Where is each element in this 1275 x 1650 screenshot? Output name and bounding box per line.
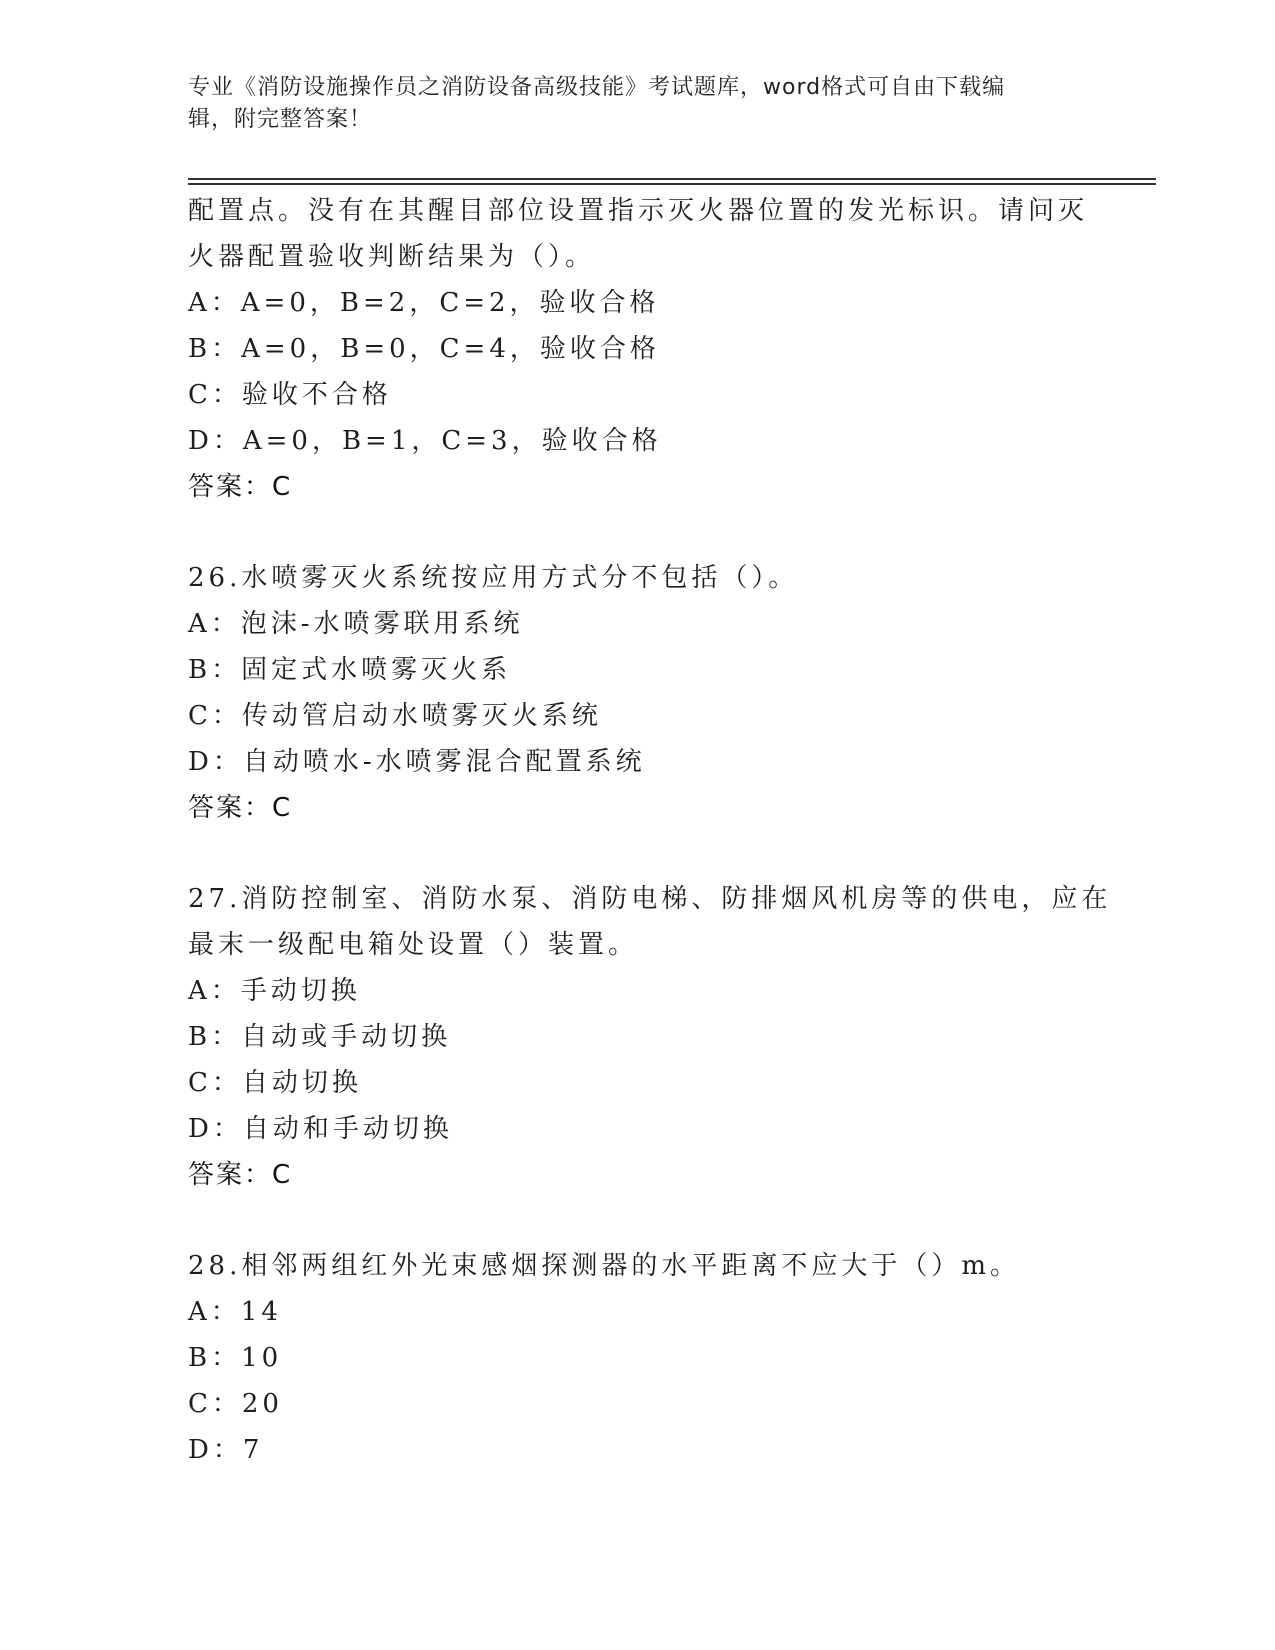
option-b: B：自动或手动切换 xyxy=(188,1022,452,1052)
question-27 xyxy=(188,876,1112,1198)
question-26 xyxy=(188,555,1088,831)
option-c: C：传动管启动水喷雾灭火系统 xyxy=(188,701,602,731)
question-28 xyxy=(188,1243,1088,1473)
option-a: A：手动切换 xyxy=(188,976,361,1006)
answer-line: 答案：C xyxy=(188,793,293,823)
question-text-line: 27.消防控制室、消防水泵、消防电梯、防排烟风机房等的供电，应在 xyxy=(188,884,1112,914)
option-d: D：自动和手动切换 xyxy=(188,1114,453,1144)
question-text-line: 火器配置验收判断结果为（）。 xyxy=(188,242,596,272)
option-a: A：A=0，B=2，C=2，验收合格 xyxy=(188,288,660,318)
option-d: D：7 xyxy=(188,1435,264,1465)
header-line-2: 辑，附完整答案！ xyxy=(188,107,373,132)
header-divider-top xyxy=(188,178,1156,180)
question-25-continuation xyxy=(188,188,1088,510)
option-b: B：10 xyxy=(188,1343,283,1373)
option-d: D：A=0，B=1，C=3，验收合格 xyxy=(188,426,662,456)
option-c: C：自动切换 xyxy=(188,1068,362,1098)
option-b: B：固定式水喷雾灭火系 xyxy=(188,655,512,685)
option-a: A：泡沫-水喷雾联用系统 xyxy=(188,609,524,639)
answer-line: 答案：C xyxy=(188,1160,293,1190)
question-text-line: 最末一级配电箱处设置（）装置。 xyxy=(188,930,639,960)
document-body xyxy=(188,188,1112,1473)
option-a: A：14 xyxy=(188,1297,282,1327)
header-line-1: 专业《消防设施操作员之消防设备高级技能》考试题库，word格式可自由下载编 xyxy=(188,75,1006,100)
question-text-line: 26.水喷雾灭火系统按应用方式分不包括（）。 xyxy=(188,563,799,593)
option-d: D：自动喷水-水喷雾混合配置系统 xyxy=(188,747,646,777)
question-text-line: 28.相邻两组红外光束感烟探测器的水平距离不应大于（）m。 xyxy=(188,1251,1021,1281)
option-b: B：A=0，B=0，C=4，验收合格 xyxy=(188,334,660,364)
page-header xyxy=(188,72,1068,136)
question-text-line: 配置点。没有在其醒目部位设置指示灭火器位置的发光标识。请问灭 xyxy=(188,196,1089,226)
answer-line: 答案：C xyxy=(188,472,293,502)
option-c: C：20 xyxy=(188,1389,283,1419)
option-c: C：验收不合格 xyxy=(188,380,392,410)
header-divider-bottom xyxy=(188,183,1156,185)
